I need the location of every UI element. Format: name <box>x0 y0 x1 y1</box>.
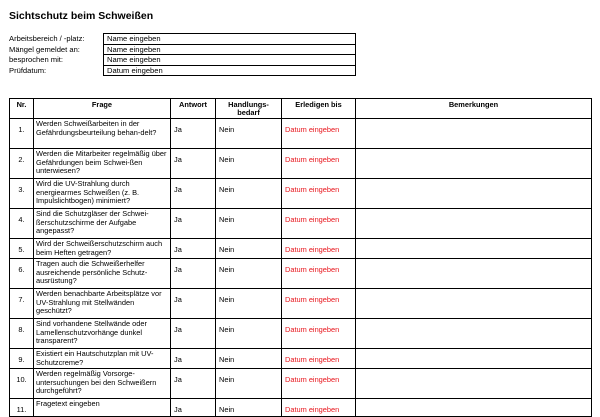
remarks-field[interactable] <box>356 399 592 416</box>
remarks-field[interactable] <box>356 369 592 399</box>
answer-field[interactable]: Ja <box>171 239 216 259</box>
action-needed-field[interactable]: Nein <box>216 209 282 239</box>
meta-label: Prüfdatum: <box>9 65 47 75</box>
table-row <box>10 399 592 416</box>
meta-label: Arbeitsbereich / -platz: <box>9 34 85 43</box>
row-number: 11. <box>10 399 34 416</box>
answer-field[interactable]: Ja <box>171 369 216 399</box>
due-date-field[interactable]: Datum eingeben <box>282 259 356 289</box>
question-text: Werden benachbarte Arbeitsplätze vor UV-Strahlung mit Stellwänden geschützt? <box>34 289 171 319</box>
answer-field[interactable]: Ja <box>171 119 216 149</box>
question-text: Sind vorhandene Stellwände oder Lamellenschutzvorhänge dunkel transparent? <box>34 319 171 349</box>
row-number: 3. <box>10 179 34 209</box>
action-needed-field[interactable]: Nein <box>216 349 282 369</box>
table-row <box>10 209 592 239</box>
action-needed-field[interactable]: Nein <box>216 259 282 289</box>
action-needed-field[interactable]: Nein <box>216 119 282 149</box>
row-number: 6. <box>10 259 34 289</box>
action-needed-field[interactable]: Nein <box>216 369 282 399</box>
row-number: 5. <box>10 239 34 259</box>
table-row <box>10 289 592 319</box>
table-row <box>10 179 592 209</box>
due-date-field[interactable]: Datum eingeben <box>282 179 356 209</box>
remarks-field[interactable] <box>356 149 592 179</box>
table-row <box>10 349 592 369</box>
header-handlungsbedarf <box>216 99 282 119</box>
action-needed-field[interactable]: Nein <box>216 239 282 259</box>
meta-value-field[interactable]: Name eingeben <box>104 55 356 66</box>
table-row <box>10 149 592 179</box>
answer-field[interactable]: Ja <box>171 209 216 239</box>
table-row <box>10 119 592 149</box>
remarks-field[interactable] <box>356 289 592 319</box>
question-text: Wird der Schweißerschutzschirm auch beim Heften getragen? <box>34 239 171 259</box>
question-text: Fragetext eingeben <box>34 399 171 416</box>
header-handlungsbedarf-label: Handlungs- bedarf <box>228 100 269 118</box>
header-antwort: Antwort <box>171 99 216 119</box>
document-title: Sichtschutz beim Schweißen <box>9 10 154 22</box>
meta-value-field[interactable]: Name eingeben <box>104 34 356 45</box>
due-date-field[interactable]: Datum eingeben <box>282 149 356 179</box>
table-row <box>10 259 592 289</box>
action-needed-field[interactable]: Nein <box>216 179 282 209</box>
meta-value-field[interactable]: Datum eingeben <box>104 65 356 76</box>
question-text: Sind die Schutzgläser der Schwei-ßerschutzschirme der Aufgabe angepasst? <box>34 209 171 239</box>
due-date-field[interactable]: Datum eingeben <box>282 289 356 319</box>
meta-row <box>9 34 356 45</box>
remarks-field[interactable] <box>356 239 592 259</box>
row-number: 2. <box>10 149 34 179</box>
answer-field[interactable]: Ja <box>171 349 216 369</box>
table-row <box>10 239 592 259</box>
due-date-field[interactable]: Datum eingeben <box>282 239 356 259</box>
answer-field[interactable]: Ja <box>171 179 216 209</box>
due-date-field[interactable]: Datum eingeben <box>282 399 356 416</box>
row-number: 4. <box>10 209 34 239</box>
meta-row <box>9 44 356 55</box>
remarks-field[interactable] <box>356 349 592 369</box>
answer-field[interactable]: Ja <box>171 149 216 179</box>
checklist-table <box>9 98 592 417</box>
remarks-field[interactable] <box>356 319 592 349</box>
question-text: Existiert ein Hautschutzplan mit UV-Schutzcreme? <box>34 349 171 369</box>
answer-field[interactable]: Ja <box>171 259 216 289</box>
meta-label: besprochen mit: <box>9 55 64 65</box>
table-header-row <box>10 99 592 119</box>
due-date-field[interactable]: Datum eingeben <box>282 349 356 369</box>
row-number: 9. <box>10 349 34 369</box>
row-number: 8. <box>10 319 34 349</box>
row-number: 10. <box>10 369 34 399</box>
header-bemerkungen: Bemerkungen <box>356 99 592 119</box>
remarks-field[interactable] <box>356 119 592 149</box>
answer-field[interactable]: Ja <box>171 399 216 416</box>
row-number: 7. <box>10 289 34 319</box>
answer-field[interactable]: Ja <box>171 289 216 319</box>
header-nr: Nr. <box>10 99 34 119</box>
due-date-field[interactable]: Datum eingeben <box>282 209 356 239</box>
answer-field[interactable]: Ja <box>171 319 216 349</box>
meta-info-table <box>9 33 356 76</box>
question-text: Werden Schweißarbeiten in der Gefährdungsbeurteilung behan-delt? <box>34 119 171 149</box>
meta-row <box>9 55 356 66</box>
action-needed-field[interactable]: Nein <box>216 149 282 179</box>
header-frage: Frage <box>34 99 171 119</box>
header-erledigen: Erledigen bis <box>282 99 356 119</box>
meta-label: Mängel gemeldet an: <box>9 44 80 54</box>
meta-value-field[interactable]: Name eingeben <box>104 44 356 55</box>
due-date-field[interactable]: Datum eingeben <box>282 119 356 149</box>
remarks-field[interactable] <box>356 259 592 289</box>
due-date-field[interactable]: Datum eingeben <box>282 319 356 349</box>
remarks-field[interactable] <box>356 179 592 209</box>
table-row <box>10 369 592 399</box>
action-needed-field[interactable]: Nein <box>216 289 282 319</box>
question-text: Wird die UV-Strahlung durch energiearmes Schweißen (z. B. Impulslichtbogen) minimiert? <box>34 179 171 209</box>
question-text: Werden die Mitarbeiter regelmäßig über Gefährdungen beim Schwei-ßen unterwiesen? <box>34 149 171 179</box>
action-needed-field[interactable]: Nein <box>216 399 282 416</box>
due-date-field[interactable]: Datum eingeben <box>282 369 356 399</box>
remarks-field[interactable] <box>356 209 592 239</box>
action-needed-field[interactable]: Nein <box>216 319 282 349</box>
meta-row <box>9 65 356 76</box>
question-text: Tragen auch die Schweißerhelfer ausreichende persönliche Schutz-ausrüstung? <box>34 259 171 289</box>
row-number: 1. <box>10 119 34 149</box>
question-text: Werden regelmäßig Vorsorge-untersuchungen bei den Schweißern durchgeführt? <box>34 369 171 399</box>
table-row <box>10 319 592 349</box>
